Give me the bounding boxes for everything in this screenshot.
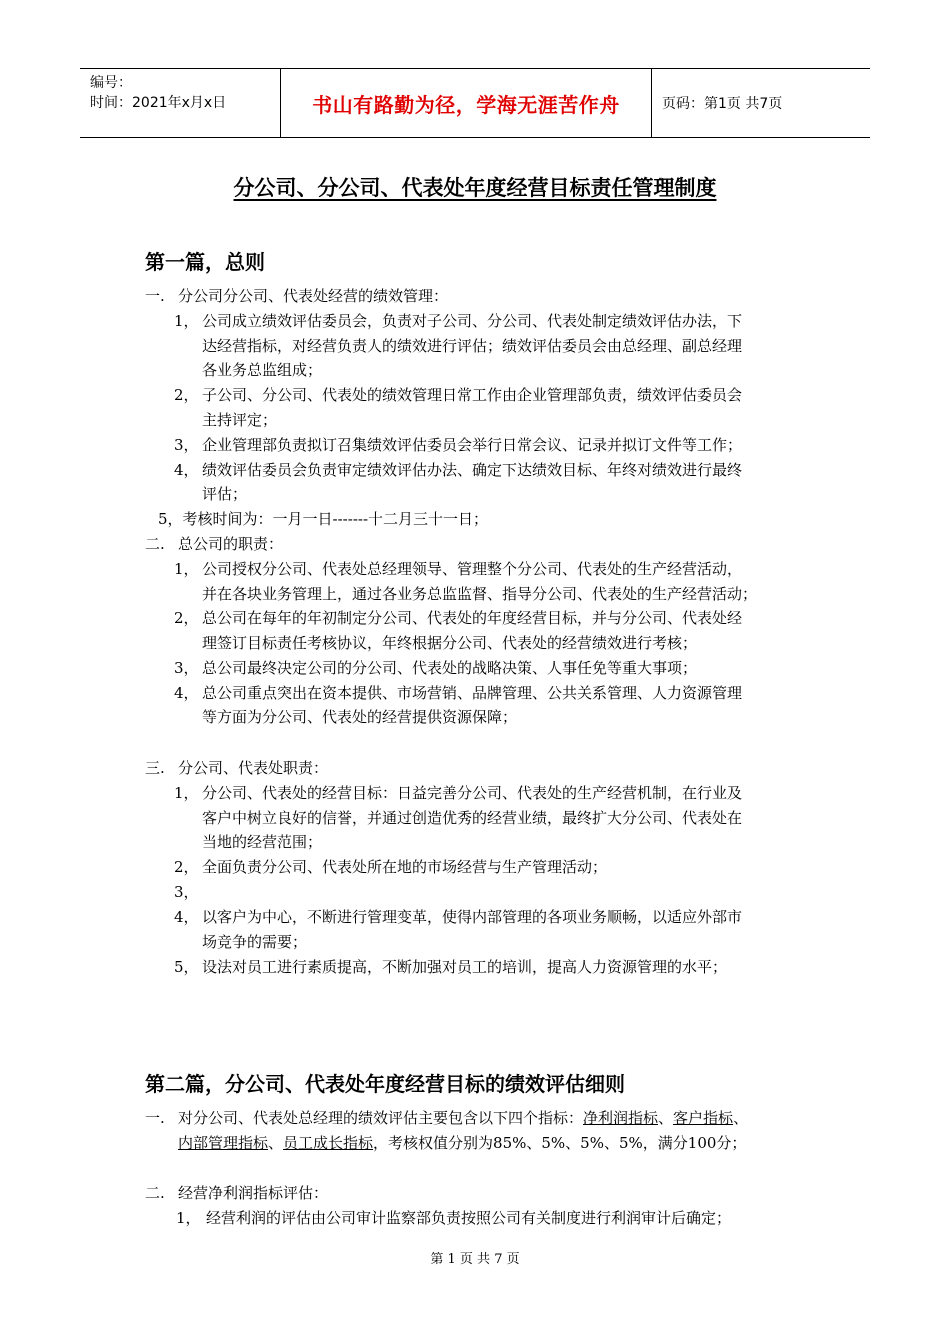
part1-s3-item2 (174, 855, 607, 879)
separator: 、 (268, 1134, 284, 1152)
item-num: 2， (174, 386, 199, 404)
part2-s1-line2 (178, 1131, 746, 1155)
part2-s1-pre: 对分公司、代表处总经理的绩效评估主要包含以下四个指标： (178, 1109, 584, 1127)
page-label: 页码：第1页 共7页 (662, 96, 783, 112)
item-text: 企业管理部负责拟订召集绩效评估委员会举行日常会议、记录并拟订文件等工作； (202, 436, 743, 454)
item-text: 公司授权分公司、代表处总经理领导、管理整个分公司、代表处的生产经营活动， (202, 560, 743, 578)
separator: 、 (658, 1109, 674, 1127)
part1-s1-num: 一. (145, 287, 165, 305)
part2-s2-item1 (176, 1206, 731, 1230)
part1-s1-item2 (174, 383, 742, 407)
item-num: 3， (174, 883, 199, 901)
part1-s1-text: 分公司分公司、代表处经营的绩效管理： (178, 287, 449, 305)
part1-s2-item3 (174, 656, 697, 680)
part2-s1-post: ，考核权值分别为85%、5%、5%、5%，满分100分； (373, 1134, 747, 1152)
item-num: 2， (174, 609, 199, 627)
item-num: 1， (174, 784, 199, 802)
header-page-cell (652, 69, 870, 137)
part2-s2-text: 经营净利润指标评估： (178, 1184, 329, 1202)
part1-s2-item1 (174, 557, 742, 581)
number-label: 编号： (90, 75, 132, 91)
item-text: 全面负责分公司、代表处所在地的市场经营与生产管理活动； (202, 858, 608, 876)
item-text: 绩效评估委员会负责审定绩效评估办法、确定下达绩效目标、年终对绩效进行最终 (202, 461, 743, 479)
part1-s1-item1-cont2: 各业务总监组成； (202, 361, 323, 379)
part1-s3-heading (145, 756, 328, 780)
part2-s1-num: 一. (145, 1109, 165, 1127)
part1-s3-item1-cont2: 当地的经营范围； (202, 833, 323, 851)
part1-s2-item4 (174, 681, 742, 705)
part1-s2-item2 (174, 606, 742, 630)
part1-heading: 第一篇，总则 (145, 250, 265, 274)
part1-s2-text: 总公司的职责： (178, 535, 284, 553)
item-text: 公司成立绩效评估委员会，负责对子公司、分公司、代表处制定绩效评估办法，下 (202, 312, 743, 330)
part1-s1-item4-cont1: 评估； (202, 485, 248, 503)
item-text: 总公司最终决定公司的分公司、代表处的战略决策、人事任免等重大事项； (202, 659, 698, 677)
part1-s1-item1-cont1: 达经营指标，对经营负责人的绩效进行评估；绩效评估委员会由总经理、副总经理 (202, 337, 743, 355)
item-num: 3， (174, 659, 199, 677)
item-text: 分公司、代表处的经营目标：日益完善分公司、代表处的生产经营机制，在行业及 (202, 784, 743, 802)
document-title: 分公司、分公司、代表处年度经营目标责任管理制度 (233, 176, 717, 200)
part1-s3-item3 (174, 880, 202, 904)
item-text: 总公司在每年的年初制定分公司、代表处的年度经营目标，并与分公司、代表处经 (202, 609, 743, 627)
part1-s3-item1 (174, 781, 742, 805)
part1-s3-item4 (174, 905, 742, 929)
part1-s3-item1-cont1: 客户中树立良好的信誉，并通过创造优秀的经营业绩，最终扩大分公司、代表处在 (202, 809, 743, 827)
header-motto-cell (280, 69, 652, 137)
indicator-customer: 客户指标 (673, 1109, 734, 1127)
time-label: 时间：2021年x月x日 (90, 95, 227, 111)
part1-s1-extra: 5，考核时间为：一月一日-------十二月三十一日； (158, 510, 489, 528)
part1-s1-item4 (174, 458, 742, 482)
part1-s1-item3 (174, 433, 742, 457)
indicator-net-profit: 净利润指标 (583, 1109, 659, 1127)
part2-heading: 第二篇，分公司、代表处年度经营目标的绩效评估细则 (145, 1072, 625, 1096)
page-footer: 第 1 页 共 7 页 (430, 1252, 520, 1267)
item-num: 5， (174, 958, 199, 976)
separator: 、 (733, 1109, 749, 1127)
part1-s1-heading (145, 284, 448, 308)
item-num: 1， (174, 312, 199, 330)
item-text: 设法对员工进行素质提高，不断加强对员工的培训，提高人力资源管理的水平； (202, 958, 728, 976)
part1-s1-item1 (174, 309, 742, 333)
document-header (80, 68, 870, 138)
indicator-employee-growth: 员工成长指标 (283, 1134, 374, 1152)
part1-s3-item5 (174, 955, 727, 979)
indicator-internal-management: 内部管理指标 (178, 1134, 269, 1152)
part1-s2-heading (145, 532, 283, 556)
part1-s3-item4-cont1: 场竞争的需要； (202, 933, 308, 951)
part1-s2-num: 二. (145, 535, 165, 553)
item-num: 4， (174, 461, 199, 479)
part2-s1-line1 (145, 1106, 748, 1130)
item-num: 2， (174, 858, 199, 876)
part1-s2-item1-cont1: 并在各块业务管理上，通过各业务总监监督、指导分公司、代表处的生产经营活动； (202, 585, 758, 603)
item-text: 以客户为中心，不断进行管理变革，使得内部管理的各项业务顺畅，以适应外部市 (202, 908, 743, 926)
part1-s2-item2-cont1: 理签订目标责任考核协议，年终根据分公司、代表处的经营绩效进行考核； (202, 634, 698, 652)
item-num: 1， (176, 1209, 201, 1227)
item-text: 经营利润的评估由公司审计监察部负责按照公司有关制度进行利润审计后确定； (206, 1209, 732, 1227)
part1-s1-item2-cont1: 主持评定； (202, 411, 278, 429)
item-num: 3， (174, 436, 199, 454)
item-text: 子公司、分公司、代表处的绩效管理日常工作由企业管理部负责，绩效评估委员会 (202, 386, 743, 404)
part1-s2-item4-cont1: 等方面为分公司、代表处的经营提供资源保障； (202, 708, 518, 726)
item-num: 1， (174, 560, 199, 578)
part2-s2-heading (145, 1181, 328, 1205)
item-text: 总公司重点突出在资本提供、市场营销、品牌管理、公共关系管理、人力资源管理 (202, 684, 743, 702)
part1-s3-num: 三. (145, 759, 165, 777)
part2-s2-num: 二. (145, 1184, 165, 1202)
motto-text: 书山有路勤为径，学海无涯苦作舟 (312, 92, 620, 117)
header-left-cell (80, 69, 280, 137)
part1-s3-text: 分公司、代表处职责： (178, 759, 329, 777)
item-num: 4， (174, 908, 199, 926)
item-num: 4， (174, 684, 199, 702)
